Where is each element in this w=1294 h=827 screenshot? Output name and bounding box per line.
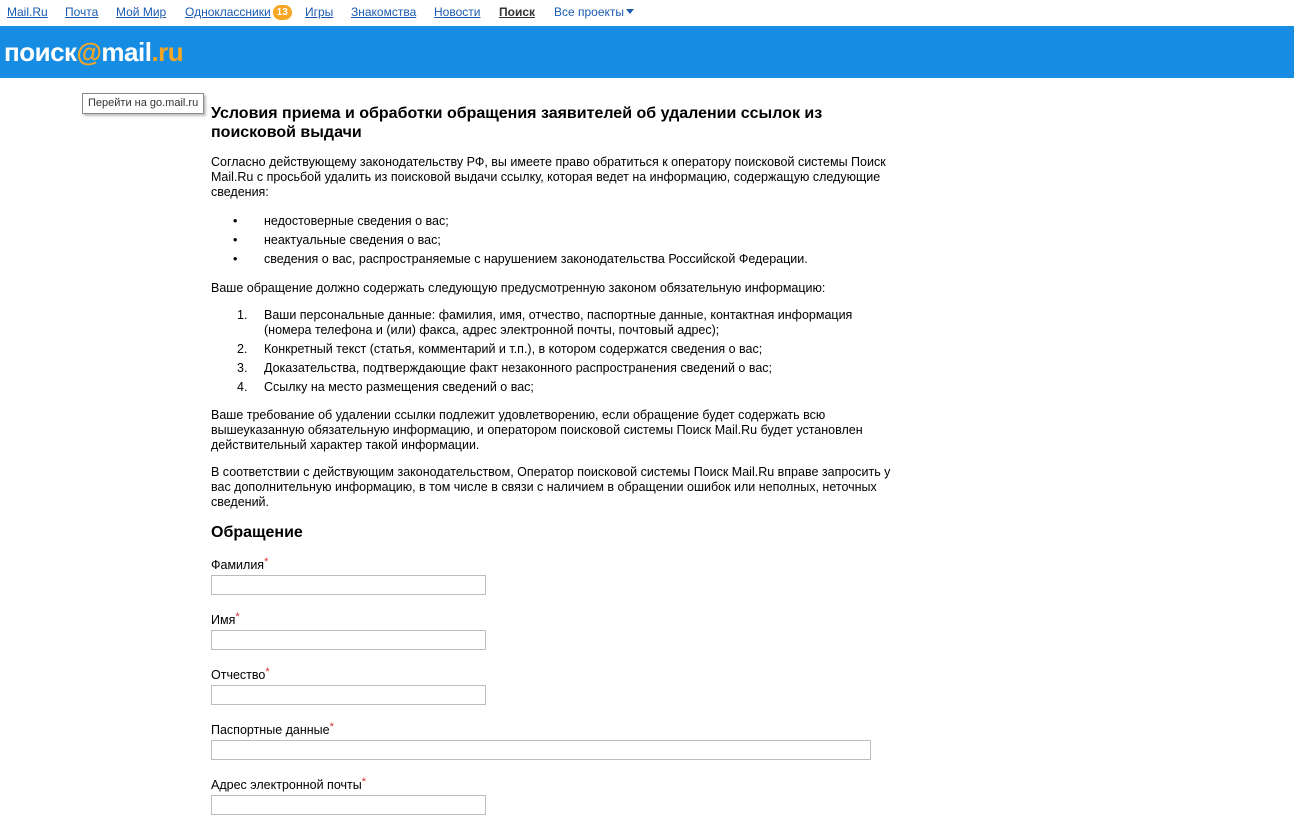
last-name-input[interactable] [211, 575, 486, 595]
required-info-paragraph: Ваше обращение должно содержать следующую предусмотренную законом обязательную информацию: [211, 281, 826, 295]
field-label-last-name: Фамилия* [211, 556, 269, 572]
list-item-text: недостоверные сведения о вас; [264, 214, 449, 228]
field-label-email: Адрес электронной почты* [211, 776, 367, 792]
form-title: Обращение [211, 524, 303, 541]
nav-all-projects-dropdown[interactable] [554, 5, 634, 19]
search-mailru-logo[interactable]: поиск@mail.ru [4, 37, 184, 67]
list-item-text: Ваши персональные данные: фамилия, имя, отчество, паспортные данные, контактная информация (номера телефона и (или) факса, адрес электронной почты, почтовый адрес); [264, 308, 853, 337]
all-projects-label: Все проекты [554, 5, 625, 19]
nav-link-mailru[interactable]: Mail.Ru [7, 5, 48, 19]
nav-link-odnoklassniki-label: Одноклассники [185, 5, 271, 19]
bullet-marker: • [233, 252, 238, 266]
list-item-text: Конкретный текст (статья, комментарий и т.п.), в котором содержатся сведения о вас; [264, 342, 763, 356]
field-label-patronymic: Отчество* [211, 666, 270, 682]
required-mark: * [264, 556, 269, 568]
passport-input[interactable] [211, 740, 871, 760]
list-item-text: Ссылку на место размещения сведений о вас; [264, 380, 534, 394]
intro-paragraph: Согласно действующему законодательству РФ, вы имеете право обратиться к оператору поисковой системы Поиск Mail.Ru с просьбой удалить из поисковой выдачи ссылку, которая ведет на информацию, содержащую следующие сведения: [211, 155, 886, 199]
bullet-marker: • [233, 233, 238, 247]
list-number: 1. [237, 308, 248, 322]
list-number: 4. [237, 380, 248, 394]
required-mark: * [361, 776, 367, 788]
list-item-text: сведения о вас, распространяемые с нарушением законодательства Российской Федерации. [264, 252, 808, 266]
page-title: Условия приема и обработки обращения заявителей об удалении ссылок из поисковой выдачи [211, 105, 823, 141]
chevron-down-icon [626, 9, 634, 14]
search-header [0, 26, 1294, 78]
additional-info-paragraph: В соответствии с действующим законодательством, Оператор поисковой системы Поиск Mail.Ru вправе запросить у вас дополнительную информацию, в том числе в связи с наличием в обращении ошибок или неполных, неточных сведений. [211, 465, 891, 509]
top-nav-bar [0, 0, 1294, 26]
field-label-passport: Паспортные данные* [211, 721, 334, 737]
nav-link-mail[interactable]: Почта [65, 5, 99, 19]
list-item-text: неактуальные сведения о вас; [264, 233, 441, 247]
nav-link-my-world[interactable]: Мой Мир [116, 5, 167, 19]
field-label-first-name: Имя* [211, 611, 240, 627]
list-item-text: Доказательства, подтверждающие факт незаконного распространения сведений о вас; [264, 361, 773, 375]
list-number: 3. [237, 361, 248, 375]
requirement-paragraph: Ваше требование об удалении ссылки подлежит удовлетворению, если обращение будет содержать всю вышеуказанную обязательную информацию, и оператором поисковой системы Поиск Mail.Ru будет установлен действительный характер такой информации. [211, 408, 863, 452]
list-number: 2. [237, 342, 248, 356]
patronymic-input[interactable] [211, 685, 486, 705]
first-name-input[interactable] [211, 630, 486, 650]
required-mark: * [329, 721, 334, 733]
logo-tooltip: Перейти на go.mail.ru [82, 93, 204, 114]
bullet-marker: • [233, 214, 238, 228]
nav-link-news[interactable]: Новости [434, 5, 481, 19]
notification-badge: 13 [273, 5, 292, 20]
nav-link-search[interactable]: Поиск [499, 5, 536, 19]
nav-link-games[interactable]: Игры [305, 5, 334, 19]
required-mark: * [235, 611, 240, 623]
required-mark: * [265, 666, 270, 678]
nav-link-dating[interactable]: Знакомства [351, 5, 417, 19]
nav-link-odnoklassniki[interactable] [185, 5, 292, 20]
email-input[interactable] [211, 795, 486, 815]
